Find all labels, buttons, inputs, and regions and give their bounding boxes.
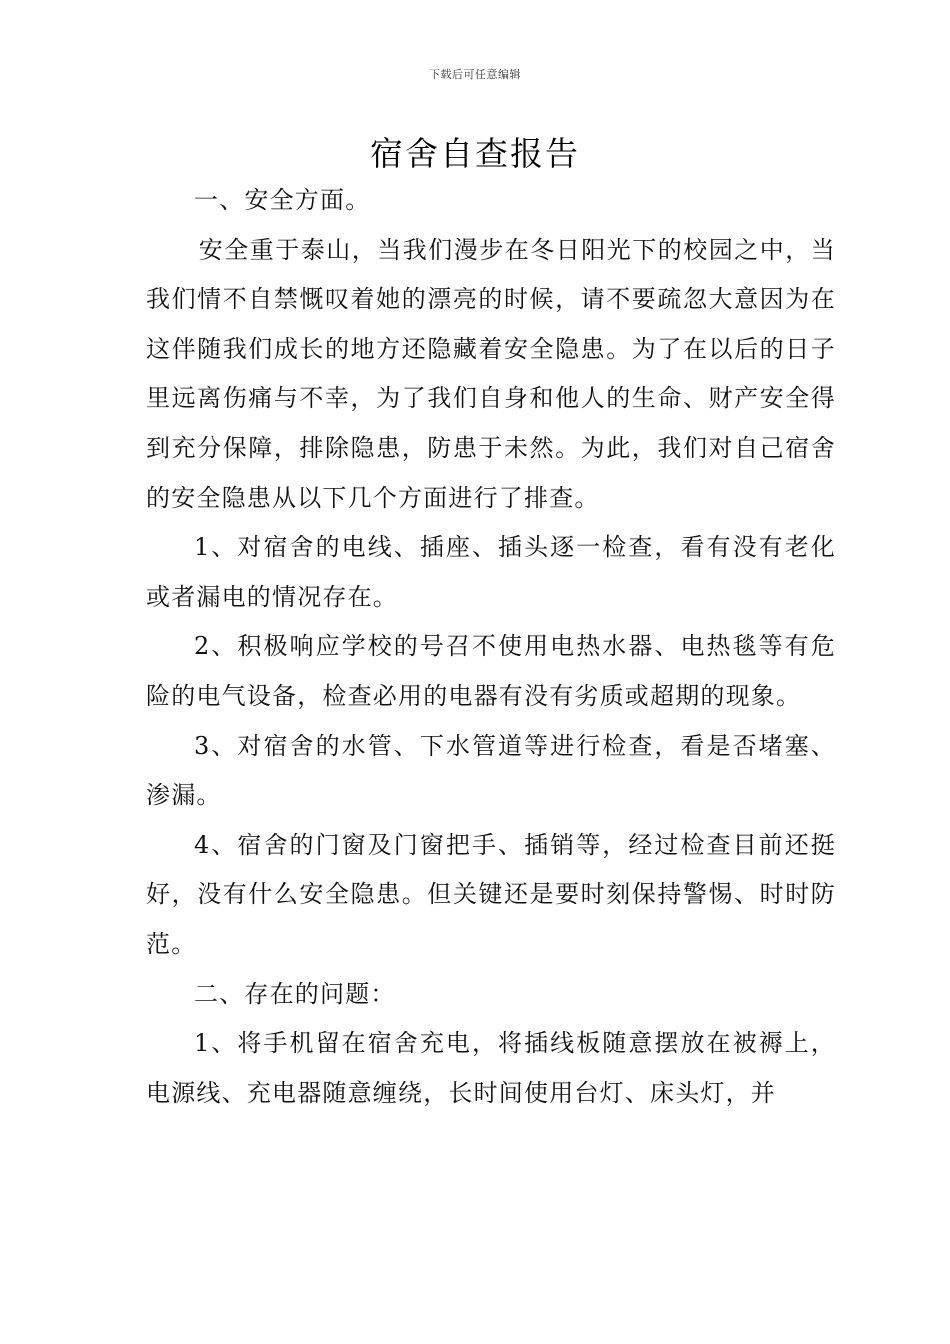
document-body (146, 176, 836, 1118)
paragraph-intro: 安全重于泰山，当我们漫步在冬日阳光下的校园之中，当我们情不自禁慨叹着她的漂亮的时候，请不要疏忽大意因为在这伴随我们成长的地方还隐藏着安全隐患。为了在以后的日子里远离伤痛与不幸，为了我们自身和他人的生命、财产安全得到充分保障，排除隐患，防患于未然。为此，我们对自己宿舍的安全隐患从以下几个方面进行了排查。 (146, 235, 836, 512)
section-heading-safety: 一、安全方面。 (194, 186, 371, 214)
section-heading-problems: 二、存在的问题： (194, 979, 396, 1008)
paragraph-problem-1: 1、将手机留在宿舍充电，将插线板随意摆放在被褥上，电源线、充电器随意缠绕，长时间使用台灯、床头灯，并 (146, 1029, 836, 1107)
paragraph-item-1: 1、对宿舍的电线、插座、插头逐一检查，看有没有老化或者漏电的情况存在。 (146, 533, 836, 611)
header-note: 下载后可任意编辑 (429, 68, 521, 81)
paragraph-item-3: 3、对宿舍的水管、下水管道等进行检查，看是否堵塞、渗漏。 (146, 731, 836, 810)
page-title: 宿舍自查报告 (370, 134, 580, 173)
paragraph-item-2: 2、积极响应学校的号召不使用电热水器、电热毯等有危险的电气设备，检查必用的电器有没有劣质或超期的现象。 (146, 632, 836, 710)
paragraph-item-4: 4、宿舍的门窗及门窗把手、插销等，经过检查目前还挺好，没有什么安全隐患。但关键还是要时刻保持警惕、时时防范。 (146, 830, 836, 958)
